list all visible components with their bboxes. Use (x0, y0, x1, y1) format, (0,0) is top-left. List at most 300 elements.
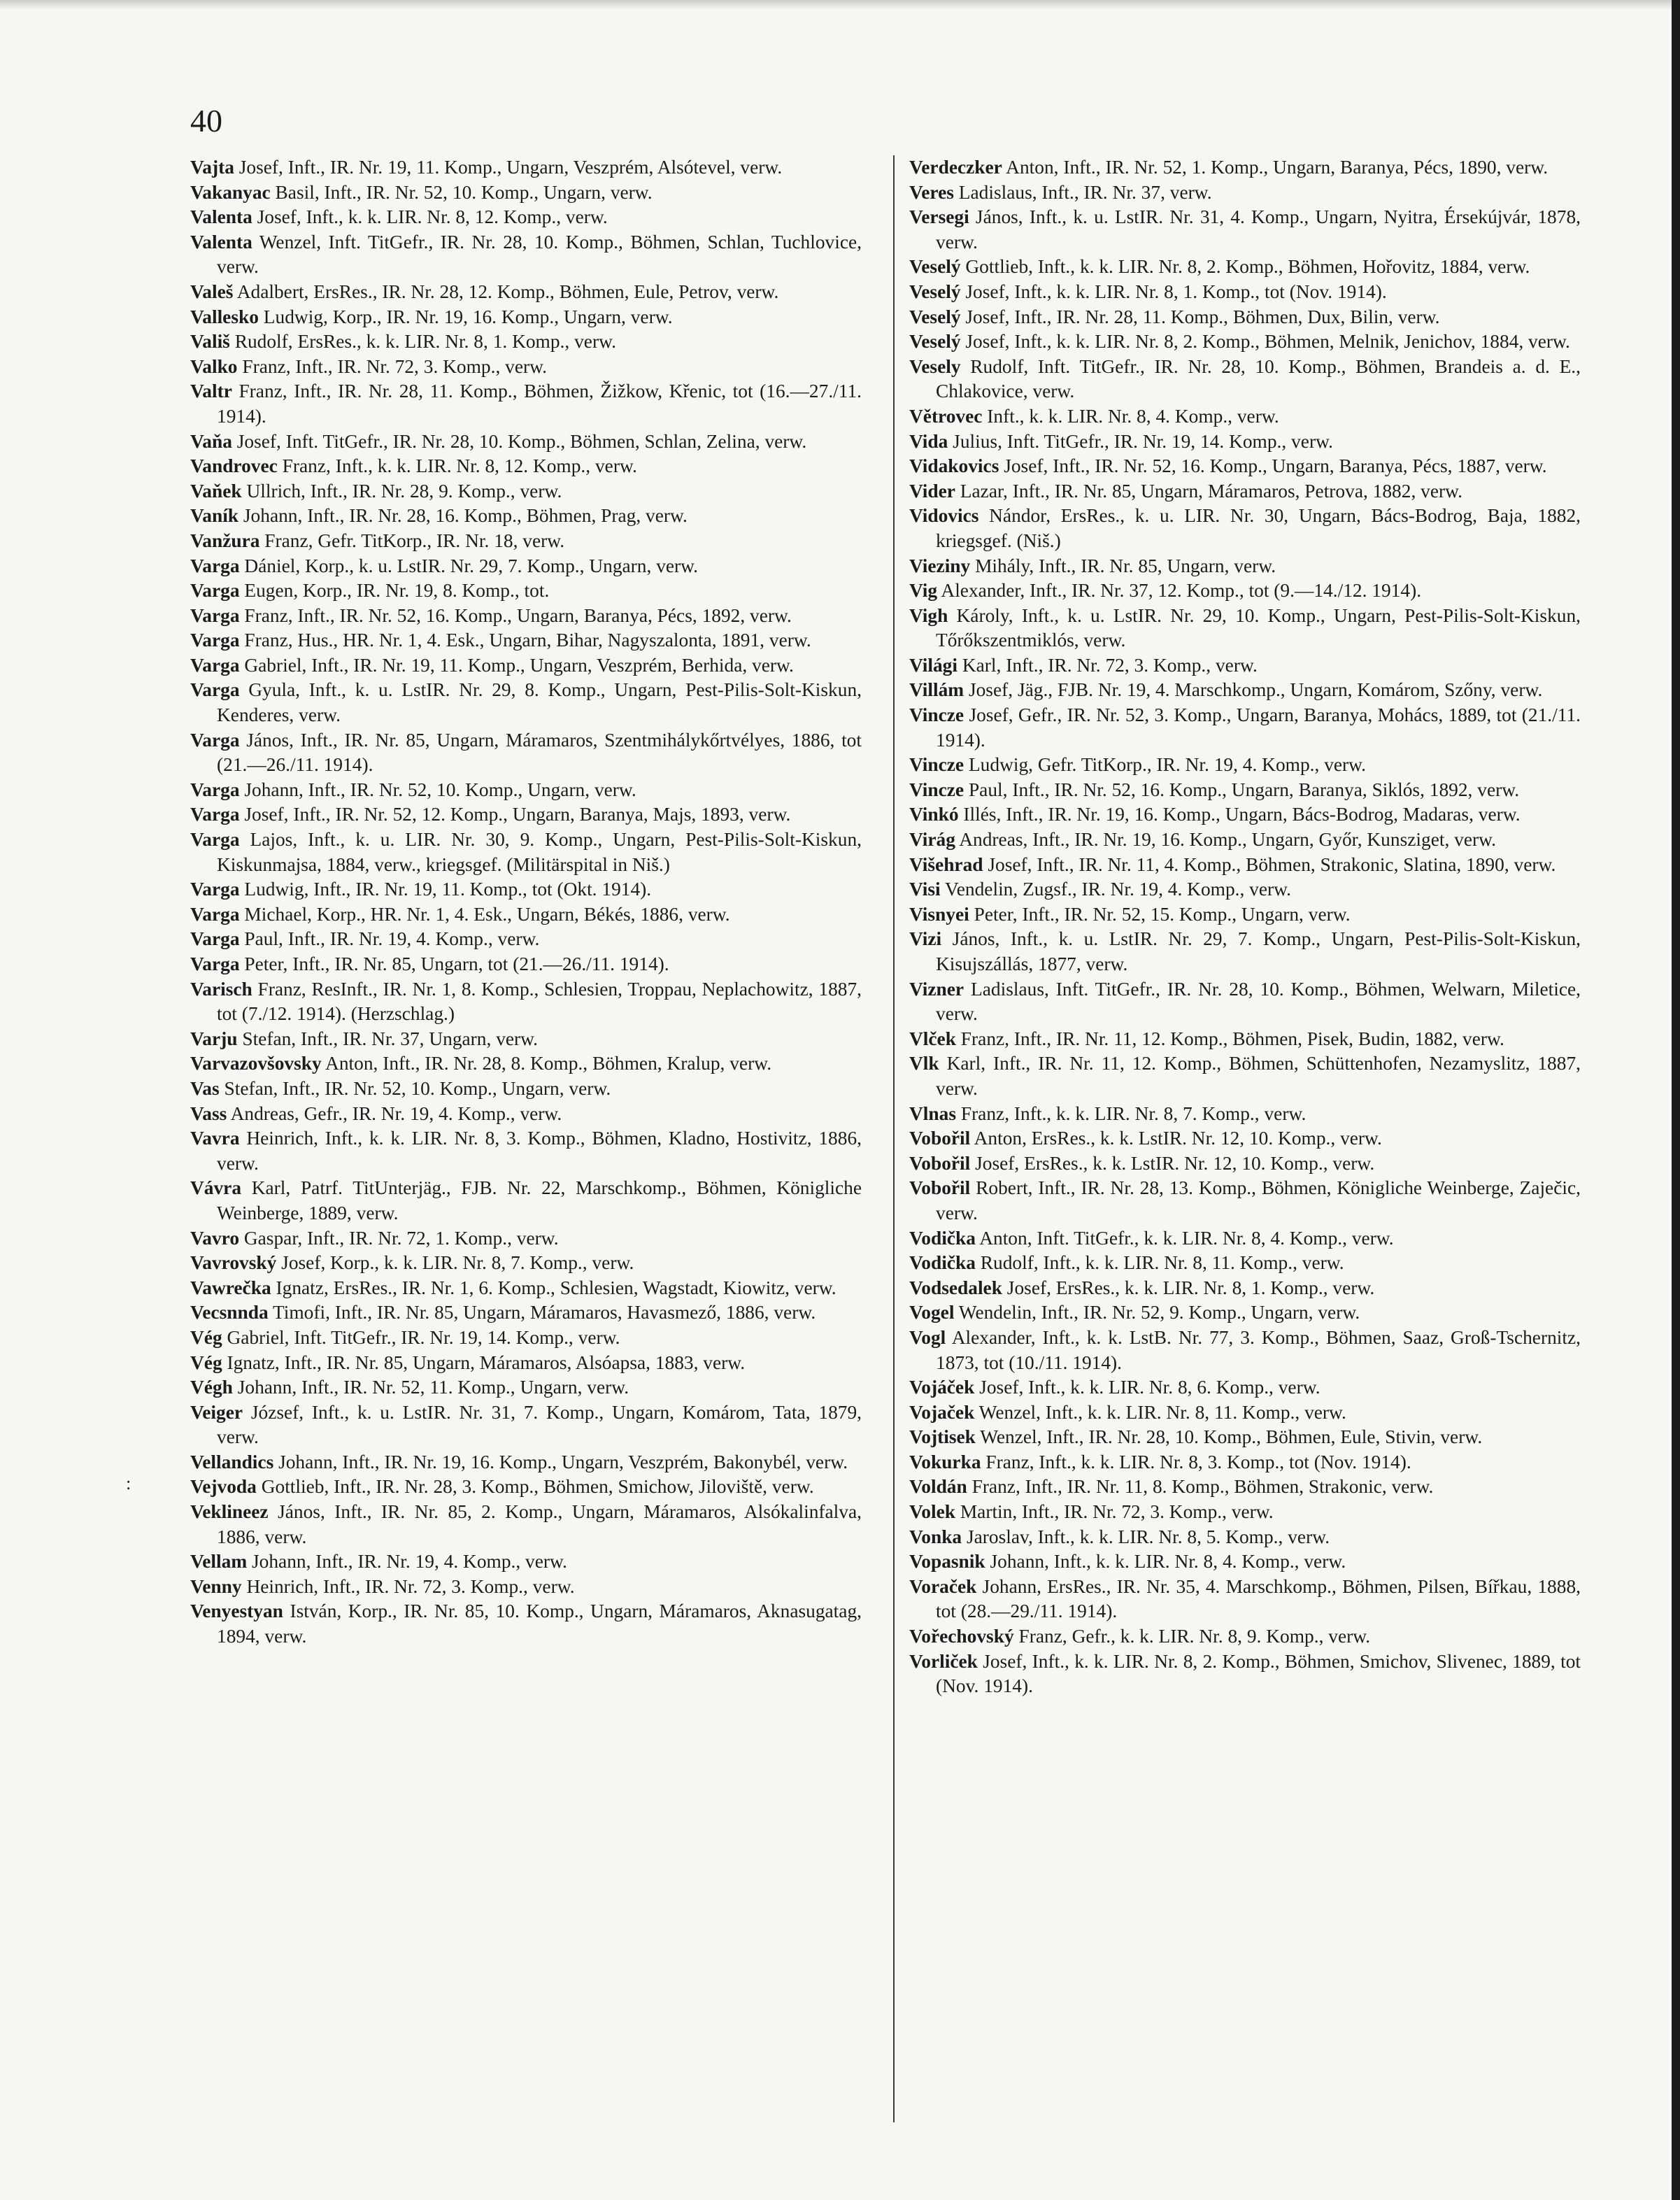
entry-details: Johann, ErsRes., IR. Nr. 35, 4. Marschkomp., Böhmen, Pilsen, Bířkau, 1888, tot (28.—29./11. 1914). (936, 1575, 1581, 1622)
entry-details: Gaspar, Inft., IR. Nr. 72, 1. Komp., verw. (239, 1227, 559, 1249)
roster-entry (190, 802, 862, 828)
entry-details: János, Inft., k. u. LstIR. Nr. 31, 4. Komp., Ungarn, Nyitra, Érsekújvár, 1878, verw. (936, 206, 1581, 253)
roster-entry (909, 1525, 1581, 1550)
entry-surname: Visnyei (909, 903, 969, 925)
entry-surname: Virág (909, 829, 955, 851)
roster-entry (909, 1326, 1581, 1375)
roster-entry (190, 305, 862, 330)
roster-entry (909, 653, 1581, 679)
entry-surname: Vokurka (909, 1451, 981, 1472)
entry-surname: Vég (190, 1351, 222, 1373)
roster-entry (909, 579, 1581, 604)
roster-entry (909, 280, 1581, 305)
entry-details: Karl, Patrf. TitUnterjäg., FJB. Nr. 22, Marschkomp., Böhmen, Königliche Weinberge, 1889, verw. (217, 1177, 862, 1223)
roster-entry (909, 355, 1581, 404)
entry-details: János, Inft., IR. Nr. 85, 2. Komp., Ungarn, Máramaros, Alsókalinfalva, 1886, verw. (217, 1501, 862, 1547)
roster-entry (190, 1251, 862, 1276)
column-divider (893, 155, 895, 2122)
roster-entry (190, 1575, 862, 1600)
entry-surname: Vorliček (909, 1650, 978, 1672)
roster-entry (190, 355, 862, 380)
roster-entry (190, 579, 862, 604)
roster-entry (190, 1351, 862, 1376)
entry-surname: Vidakovics (909, 455, 999, 477)
roster-entry (909, 977, 1581, 1027)
entry-surname: Venyestyan (190, 1601, 283, 1622)
entry-surname: Vieziny (909, 555, 971, 576)
roster-entry (909, 1400, 1581, 1426)
roster-entry (190, 379, 862, 429)
entry-details: Johann, Inft., IR. Nr. 52, 11. Komp., Ungarn, verw. (232, 1377, 629, 1398)
entry-surname: Vaník (190, 505, 239, 527)
roster-entry (909, 778, 1581, 803)
roster-entry (909, 1425, 1581, 1450)
entry-surname: Veselý (909, 306, 961, 327)
entry-details: Nándor, ErsRes., k. u. LIR. Nr. 30, Ungarn, Bács-Bodrog, Baja, 1882, kriegsgef. (Niš.) (936, 505, 1581, 551)
entry-surname: Venny (190, 1575, 242, 1597)
roster-entry (190, 554, 862, 579)
roster-entry (909, 255, 1581, 280)
entry-details: János, Inft., k. u. LstIR. Nr. 29, 7. Komp., Ungarn, Pest-Pilis-Solt-Kiskun, Kisujszállás, 1877, verw. (936, 928, 1581, 974)
margin-mark: : (126, 1473, 131, 1493)
roster-entry (909, 1251, 1581, 1276)
entry-details: Heinrich, Inft., k. k. LIR. Nr. 8, 3. Komp., Böhmen, Kladno, Hostivitz, 1886, verw. (217, 1128, 862, 1174)
entry-surname: Varju (190, 1028, 238, 1049)
entry-surname: Vass (190, 1102, 227, 1124)
entry-details: Josef, Inft., IR. Nr. 52, 16. Komp., Ungarn, Baranya, Pécs, 1887, verw. (999, 455, 1547, 477)
entry-details: Ladislaus, Inft., IR. Nr. 37, verw. (953, 181, 1212, 203)
entry-details: Ignatz, Inft., IR. Nr. 85, Ungarn, Máramaros, Alsóapsa, 1883, verw. (222, 1351, 746, 1373)
entry-surname: Vlnas (909, 1102, 956, 1124)
entry-surname: Vanžura (190, 530, 260, 551)
roster-entry (190, 728, 862, 778)
roster-entry (190, 1450, 862, 1475)
entry-details: Franz, Inft., IR. Nr. 11, 12. Komp., Böhmen, Pisek, Budin, 1882, verw. (955, 1028, 1504, 1049)
entry-details: Mihály, Inft., IR. Nr. 85, Ungarn, verw. (970, 555, 1276, 576)
entry-details: Robert, Inft., IR. Nr. 28, 13. Komp., Böhmen, Königliche Weinberge, Zaječic, verw. (936, 1177, 1581, 1223)
roster-entry (909, 853, 1581, 878)
entry-surname: Vlček (909, 1028, 956, 1049)
entry-details: Josef, Inft., IR. Nr. 28, 11. Komp., Böhmen, Dux, Bilin, verw. (960, 306, 1440, 327)
entry-details: Wendelin, Inft., IR. Nr. 52, 9. Komp., Ungarn, verw. (954, 1302, 1360, 1323)
roster-entry (190, 1599, 862, 1649)
entry-details: Anton, Inft. TitGefr., k. k. LIR. Nr. 8, 4. Komp., verw. (975, 1227, 1394, 1249)
roster-entry (909, 1051, 1581, 1101)
entry-details: Adalbert, ErsRes., IR. Nr. 28, 12. Komp., Böhmen, Eule, Petrov, verw. (233, 281, 779, 302)
roster-entry (190, 1126, 862, 1176)
entry-surname: Varga (190, 953, 240, 974)
roster-entry (190, 529, 862, 554)
entry-details: Rudolf, Inft. TitGefr., IR. Nr. 28, 10. Komp., Böhmen, Brandeis a. d. E., Chlakovice, verw. (936, 355, 1581, 402)
entry-surname: Veiger (190, 1401, 243, 1423)
entry-surname: Veklineez (190, 1501, 269, 1523)
page-number: 40 (190, 103, 222, 139)
entry-details: Josef, Inft., IR. Nr. 11, 4. Komp., Böhmen, Strakonic, Slatina, 1890, verw. (983, 853, 1556, 875)
entry-surname: Vopasnik (909, 1551, 985, 1573)
entry-details: Heinrich, Inft., IR. Nr. 72, 3. Komp., verw. (241, 1575, 575, 1597)
roster-entry (909, 554, 1581, 579)
roster-entry (909, 479, 1581, 504)
roster-entry (190, 1051, 862, 1077)
entry-details: Josef, Inft., IR. Nr. 52, 12. Komp., Ungarn, Baranya, Majs, 1893, verw. (239, 804, 791, 825)
entry-surname: Vandrovec (190, 455, 278, 477)
roster-entry (190, 230, 862, 280)
entry-surname: Valenta (190, 206, 252, 228)
entry-details: Franz, Inft., k. k. LIR. Nr. 8, 3. Komp., tot (Nov. 1914). (981, 1451, 1411, 1472)
roster-entry (190, 1500, 862, 1549)
entry-details: Lazar, Inft., IR. Nr. 85, Ungarn, Máramaros, Petrova, 1882, verw. (955, 480, 1462, 502)
entry-surname: Vojaček (909, 1401, 975, 1423)
entry-details: Peter, Inft., IR. Nr. 52, 15. Komp., Ungarn, verw. (969, 903, 1351, 925)
roster-entry (190, 604, 862, 629)
entry-details: Peter, Inft., IR. Nr. 85, Ungarn, tot (21.—26./11. 1914). (239, 953, 669, 974)
entry-details: Gyula, Inft., k. u. LstIR. Nr. 29, 8. Komp., Ungarn, Pest-Pilis-Solt-Kiskun, Kenderes, verw. (217, 679, 862, 726)
entry-details: János, Inft., IR. Nr. 85, Ungarn, Máramaros, Szentmihálykőrtvélyes, 1886, tot (21.—26./11. 1914). (217, 729, 862, 776)
entry-surname: Vejvoda (190, 1476, 257, 1498)
roster-entry (190, 678, 862, 728)
entry-surname: Vajta (190, 157, 234, 178)
entry-surname: Višehrad (909, 853, 983, 875)
entry-details: Ludwig, Gefr. TitKorp., IR. Nr. 19, 4. Komp., verw. (964, 754, 1367, 776)
entry-details: Wenzel, Inft., IR. Nr. 28, 10. Komp., Böhmen, Eule, Stivin, verw. (975, 1426, 1483, 1448)
entry-surname: Varisch (190, 978, 252, 1000)
roster-entry (190, 504, 862, 529)
entry-details: Alexander, Inft., IR. Nr. 37, 12. Komp., tot (9.—14./12. 1914). (937, 580, 1422, 602)
entry-details: Ludwig, Inft., IR. Nr. 19, 11. Komp., tot (Okt. 1914). (239, 879, 652, 900)
entry-surname: Világi (909, 654, 958, 676)
entry-surname: Vas (190, 1077, 220, 1099)
left-column (190, 155, 862, 1649)
roster-entry (190, 877, 862, 902)
entry-surname: Verdeczker (909, 157, 1002, 178)
entry-details: Dániel, Korp., k. u. LstIR. Nr. 29, 7. Komp., Ungarn, verw. (239, 555, 699, 576)
entry-surname: Varga (190, 604, 240, 626)
roster-entry (909, 180, 1581, 206)
entry-details: Károly, Inft., k. u. LstIR. Nr. 29, 10. Komp., Ungarn, Pest-Pilis-Solt-Kiskun, Tőrőkszentmiklós, verw. (936, 604, 1581, 651)
entry-details: Timofi, Inft., IR. Nr. 85, Ungarn, Máramaros, Havasmező, 1886, verw. (268, 1302, 816, 1323)
entry-surname: Vávra (190, 1177, 242, 1199)
entry-details: Josef, Inft., k. k. LIR. Nr. 8, 2. Komp., Böhmen, Smichov, Slivenec, 1889, tot (Nov. 1914). (936, 1650, 1581, 1697)
entry-surname: Varga (190, 829, 240, 851)
roster-entry (190, 1400, 862, 1450)
entry-details: Jaroslav, Inft., k. k. LIR. Nr. 8, 5. Komp., verw. (962, 1526, 1330, 1547)
entry-details: Inft., k. k. LIR. Nr. 8, 4. Komp., verw. (982, 405, 1279, 427)
entry-surname: Vodička (909, 1227, 976, 1249)
roster-entry (190, 1549, 862, 1575)
entry-surname: Veselý (909, 256, 961, 278)
entry-details: Josef, Inft., k. k. LIR. Nr. 8, 12. Komp., verw. (252, 206, 608, 228)
entry-surname: Voldán (909, 1476, 967, 1498)
entry-details: Ullrich, Inft., IR. Nr. 28, 9. Komp., verw. (241, 480, 562, 502)
roster-entry (909, 802, 1581, 828)
entry-surname: Varga (190, 903, 240, 925)
roster-entry (909, 1475, 1581, 1500)
roster-entry (909, 1375, 1581, 1400)
roster-entry (190, 155, 862, 180)
entry-details: Karl, Inft., IR. Nr. 72, 3. Komp., verw. (958, 654, 1258, 676)
roster-entry (190, 927, 862, 952)
entry-surname: Vogl (909, 1326, 946, 1348)
roster-entry (190, 1102, 862, 1127)
entry-details: Josef, ErsRes., k. k. LstIR. Nr. 12, 10. Komp., verw. (970, 1152, 1375, 1174)
entry-details: Gottlieb, Inft., k. k. LIR. Nr. 8, 2. Komp., Böhmen, Hořovitz, 1884, verw. (960, 256, 1530, 278)
entry-details: Gabriel, Inft. TitGefr., IR. Nr. 19, 14. Komp., verw. (222, 1326, 620, 1348)
entry-details: Josef, Inft., k. k. LIR. Nr. 8, 6. Komp., verw. (974, 1377, 1320, 1398)
entry-surname: Vellam (190, 1551, 248, 1573)
entry-surname: Varga (190, 779, 240, 800)
entry-details: Rudolf, ErsRes., k. k. LIR. Nr. 8, 1. Komp., verw. (229, 331, 616, 353)
entry-surname: Vobořil (909, 1152, 971, 1174)
entry-details: Johann, Inft., IR. Nr. 19, 16. Komp., Ungarn, Veszprém, Bakonybél, verw. (273, 1451, 848, 1472)
roster-entry (909, 404, 1581, 430)
roster-entry (190, 902, 862, 928)
entry-details: Franz, Inft., IR. Nr. 52, 16. Komp., Ungarn, Baranya, Pécs, 1892, verw. (239, 604, 792, 626)
entry-surname: Vogel (909, 1302, 955, 1323)
roster-entry (909, 1151, 1581, 1177)
entry-details: Johann, Inft., IR. Nr. 28, 16. Komp., Böhmen, Prag, verw. (239, 505, 688, 527)
entry-surname: Varga (190, 729, 240, 751)
entry-details: Stefan, Inft., IR. Nr. 37, Ungarn, verw. (237, 1028, 539, 1049)
entry-surname: Veres (909, 181, 954, 203)
roster-entry (190, 1375, 862, 1400)
roster-entry (909, 1300, 1581, 1326)
entry-details: Alexander, Inft., k. k. LstB. Nr. 77, 3. Komp., Böhmen, Saaz, Groß-Tschernitz, 1873, tot (10./11. 1914). (936, 1326, 1581, 1373)
entry-surname: Valtr (190, 381, 232, 402)
entry-surname: Veselý (909, 281, 961, 302)
roster-entry (909, 703, 1581, 753)
entry-surname: Valko (190, 355, 238, 377)
entry-surname: Vidovics (909, 505, 979, 527)
entry-surname: Varga (190, 679, 240, 701)
entry-surname: Vobořil (909, 1128, 971, 1149)
entry-details: Ladislaus, Inft. TitGefr., IR. Nr. 28, 10. Komp., Böhmen, Welwarn, Miletice, verw. (936, 978, 1581, 1025)
roster-entry (190, 430, 862, 455)
entry-details: Josef, Jäg., FJB. Nr. 19, 4. Marschkomp., Ungarn, Komárom, Szőny, verw. (964, 679, 1543, 701)
entry-details: Michael, Korp., HR. Nr. 1, 4. Esk., Ungarn, Békés, 1886, verw. (239, 903, 730, 925)
entry-details: Karl, Inft., IR. Nr. 11, 12. Komp., Böhmen, Schüttenhofen, Nezamyslitz, 1887, verw. (936, 1053, 1581, 1099)
entry-details: Martin, Inft., IR. Nr. 72, 3. Komp., verw. (955, 1501, 1274, 1523)
entry-details: Anton, ErsRes., k. k. LstIR. Nr. 12, 10. Komp., verw. (970, 1128, 1382, 1149)
roster-entry (909, 1575, 1581, 1624)
page-right-edge (1672, 0, 1680, 2200)
entry-surname: Vakanyac (190, 181, 271, 203)
entry-surname: Vonka (909, 1526, 962, 1547)
roster-entry (190, 1475, 862, 1500)
roster-entry (190, 828, 862, 877)
entry-surname: Valeš (190, 281, 234, 302)
entry-surname: Větrovec (909, 405, 983, 427)
entry-details: Josef, Gefr., IR. Nr. 52, 3. Komp., Ungarn, Baranya, Mohács, 1889, tot (21./11. 1914). (936, 704, 1581, 751)
entry-surname: Vobořil (909, 1177, 971, 1199)
entry-surname: Varvazovšovsky (190, 1053, 322, 1074)
entry-surname: Varga (190, 580, 240, 602)
entry-details: Paul, Inft., IR. Nr. 52, 16. Komp., Ungarn, Baranya, Siklós, 1892, verw. (964, 779, 1520, 800)
roster-entry (909, 155, 1581, 180)
entry-details: Vendelin, Zugsf., IR. Nr. 19, 4. Komp., verw. (940, 879, 1292, 900)
roster-entry (190, 952, 862, 977)
entry-surname: Vojáček (909, 1377, 975, 1398)
entry-details: Ignatz, ErsRes., IR. Nr. 1, 6. Komp., Schlesien, Wagstadt, Kiowitz, verw. (271, 1277, 837, 1298)
roster-entry (909, 1226, 1581, 1251)
entry-surname: Varga (190, 630, 240, 651)
entry-details: Josef, ErsRes., k. k. LIR. Nr. 8, 1. Komp., verw. (1002, 1277, 1375, 1298)
entry-details: Franz, Inft., IR. Nr. 28, 11. Komp., Böhmen, Žižkow, Křenic, tot (16.—27./11. 1914). (217, 381, 862, 427)
entry-details: Josef, Korp., k. k. LIR. Nr. 8, 7. Komp., verw. (276, 1252, 634, 1274)
roster-entry (909, 604, 1581, 653)
entry-details: Gottlieb, Inft., IR. Nr. 28, 3. Komp., Böhmen, Smichow, Jiloviště, verw. (256, 1476, 814, 1498)
entry-surname: Varga (190, 879, 240, 900)
entry-details: Josef, Inft., k. k. LIR. Nr. 8, 2. Komp., Böhmen, Melnik, Jenichov, 1884, verw. (960, 331, 1570, 353)
entry-surname: Vavrovský (190, 1252, 277, 1274)
entry-surname: Vojtisek (909, 1426, 976, 1448)
entry-details: Paul, Inft., IR. Nr. 19, 4. Komp., verw. (239, 928, 540, 950)
entry-surname: Villám (909, 679, 964, 701)
roster-entry (190, 1176, 862, 1226)
roster-entry (190, 280, 862, 305)
roster-entry (190, 977, 862, 1027)
roster-entry (190, 1077, 862, 1102)
entry-surname: Vig (909, 580, 938, 602)
entry-details: Josef, Inft., k. k. LIR. Nr. 8, 1. Komp., tot (Nov. 1914). (960, 281, 1387, 302)
roster-entry (190, 205, 862, 230)
roster-entry (190, 778, 862, 803)
entry-surname: Vincze (909, 704, 964, 726)
roster-entry (909, 504, 1581, 553)
roster-entry (909, 430, 1581, 455)
entry-details: Franz, Inft., IR. Nr. 11, 8. Komp., Böhmen, Strakonic, verw. (967, 1476, 1434, 1498)
roster-entry (190, 329, 862, 355)
roster-entry (909, 1027, 1581, 1052)
roster-entry (909, 1624, 1581, 1649)
entry-surname: Vaňek (190, 480, 242, 502)
entry-details: Julius, Inft. TitGefr., IR. Nr. 19, 14. Komp., verw. (948, 430, 1333, 452)
entry-surname: Vég (190, 1326, 222, 1348)
roster-entry (909, 877, 1581, 902)
entry-surname: Valenta (190, 231, 252, 253)
entry-details: Andreas, Inft., IR. Nr. 19, 16. Komp., Ungarn, Győr, Kunsziget, verw. (955, 829, 1496, 851)
entry-surname: Vigh (909, 604, 948, 626)
roster-entry (909, 305, 1581, 330)
entry-details: Josef, Inft., IR. Nr. 19, 11. Komp., Ungarn, Veszprém, Alsótevel, verw. (234, 157, 783, 178)
roster-entry (909, 1649, 1581, 1699)
roster-entry (190, 454, 862, 479)
entry-surname: Varga (190, 804, 240, 825)
entry-surname: Vinkó (909, 804, 959, 825)
roster-entry (909, 1126, 1581, 1151)
entry-details: István, Korp., IR. Nr. 85, 10. Komp., Ungarn, Máramaros, Aknasugatag, 1894, verw. (217, 1601, 862, 1647)
entry-details: Franz, ResInft., IR. Nr. 1, 8. Komp., Schlesien, Troppau, Neplachowitz, 1887, tot (7./12. 1914). (Herzschlag.) (217, 978, 862, 1025)
entry-details: Johann, Inft., IR. Nr. 52, 10. Komp., Ungarn, verw. (239, 779, 636, 800)
entry-surname: Varga (190, 555, 240, 576)
roster-entry (190, 479, 862, 504)
entry-surname: Vida (909, 430, 948, 452)
entry-details: Johann, Inft., IR. Nr. 19, 4. Komp., verw. (247, 1551, 567, 1573)
entry-surname: Vecsnnda (190, 1302, 269, 1323)
entry-surname: Vizner (909, 978, 964, 1000)
entry-surname: Vesely (909, 355, 961, 377)
entry-surname: Vizi (909, 928, 942, 950)
roster-entry (909, 902, 1581, 928)
entry-details: Wenzel, Inft. TitGefr., IR. Nr. 28, 10. Komp., Böhmen, Schlan, Tuchlovice, verw. (217, 231, 862, 278)
roster-entry (190, 1027, 862, 1052)
entry-surname: Vavro (190, 1227, 240, 1249)
entry-details: Andreas, Gefr., IR. Nr. 19, 4. Komp., verw. (227, 1102, 562, 1124)
roster-entry (909, 678, 1581, 703)
roster-entry (190, 628, 862, 653)
roster-entry (190, 180, 862, 206)
entry-surname: Vincze (909, 779, 964, 800)
entry-surname: Versegi (909, 206, 969, 228)
entry-surname: Vaňa (190, 430, 232, 452)
roster-entry (909, 1450, 1581, 1475)
entry-surname: Vališ (190, 331, 230, 353)
roster-entry (909, 454, 1581, 479)
roster-entry (190, 1300, 862, 1326)
entry-details: Johann, Inft., k. k. LIR. Nr. 8, 4. Komp., verw. (985, 1551, 1346, 1573)
roster-entry (190, 1226, 862, 1251)
roster-entry (190, 1276, 862, 1301)
right-column (909, 155, 1581, 1699)
entry-surname: Vodsedalek (909, 1277, 1002, 1298)
entry-details: Eugen, Korp., IR. Nr. 19, 8. Komp., tot. (239, 580, 550, 602)
roster-entry (909, 1276, 1581, 1301)
entry-surname: Volek (909, 1501, 955, 1523)
entry-details: Franz, Hus., HR. Nr. 1, 4. Esk., Ungarn, Bihar, Nagyszalonta, 1891, verw. (239, 630, 811, 651)
page-top-edge (0, 0, 1680, 10)
entry-details: Franz, Inft., k. k. LIR. Nr. 8, 12. Komp., verw. (277, 455, 637, 477)
entry-surname: Vallesko (190, 306, 259, 327)
entry-surname: Vellandics (190, 1451, 274, 1472)
entry-surname: Voraček (909, 1575, 977, 1597)
entry-details: Franz, Inft., k. k. LIR. Nr. 8, 7. Komp., verw. (955, 1102, 1307, 1124)
entry-surname: Vořechovský (909, 1626, 1014, 1647)
entry-surname: Vodička (909, 1252, 976, 1274)
entry-details: Josef, Inft. TitGefr., IR. Nr. 28, 10. Komp., Böhmen, Schlan, Zelina, verw. (232, 430, 807, 452)
entry-details: Ludwig, Korp., IR. Nr. 19, 16. Komp., Ungarn, verw. (258, 306, 673, 327)
roster-entry (909, 1102, 1581, 1127)
entry-details: Illés, Inft., IR. Nr. 19, 16. Komp., Ungarn, Bács-Bodrog, Madaras, verw. (958, 804, 1521, 825)
entry-surname: Visi (909, 879, 941, 900)
roster-entry (190, 653, 862, 679)
roster-entry (909, 927, 1581, 977)
entry-surname: Vincze (909, 754, 964, 776)
roster-entry (909, 1549, 1581, 1575)
roster-entry (909, 205, 1581, 255)
entry-surname: Vawrečka (190, 1277, 271, 1298)
entry-surname: Veselý (909, 331, 961, 353)
entry-details: Anton, Inft., IR. Nr. 28, 8. Komp., Böhmen, Kralup, verw. (321, 1053, 772, 1074)
entry-details: József, Inft., k. u. LstIR. Nr. 31, 7. Komp., Ungarn, Komárom, Tata, 1879, verw. (217, 1401, 862, 1448)
roster-entry (909, 329, 1581, 355)
roster-entry (190, 1326, 862, 1351)
entry-surname: Varga (190, 654, 240, 676)
roster-entry (909, 1500, 1581, 1525)
entry-details: Gabriel, Inft., IR. Nr. 19, 11. Komp., Ungarn, Veszprém, Berhida, verw. (239, 654, 794, 676)
entry-surname: Vider (909, 480, 955, 502)
entry-details: Franz, Gefr. TitKorp., IR. Nr. 18, verw. (259, 530, 565, 551)
entry-details: Stefan, Inft., IR. Nr. 52, 10. Komp., Ungarn, verw. (219, 1077, 611, 1099)
roster-entry (909, 1176, 1581, 1226)
roster-entry (909, 828, 1581, 853)
entry-details: Basil, Inft., IR. Nr. 52, 10. Komp., Ungarn, verw. (270, 181, 653, 203)
entry-surname: Varga (190, 928, 240, 950)
entry-surname: Végh (190, 1377, 233, 1398)
roster-entry (909, 753, 1581, 778)
entry-details: Rudolf, Inft., k. k. LIR. Nr. 8, 11. Komp., verw. (975, 1252, 1344, 1274)
entry-details: Franz, Inft., IR. Nr. 72, 3. Komp., verw. (237, 355, 547, 377)
entry-surname: Vavra (190, 1128, 240, 1149)
entry-details: Lajos, Inft., k. u. LIR. Nr. 30, 9. Komp., Ungarn, Pest-Pilis-Solt-Kiskun, Kiskunmajsa, 1884, verw., kriegsgef. (Militärspital in Niš.) (217, 829, 862, 875)
